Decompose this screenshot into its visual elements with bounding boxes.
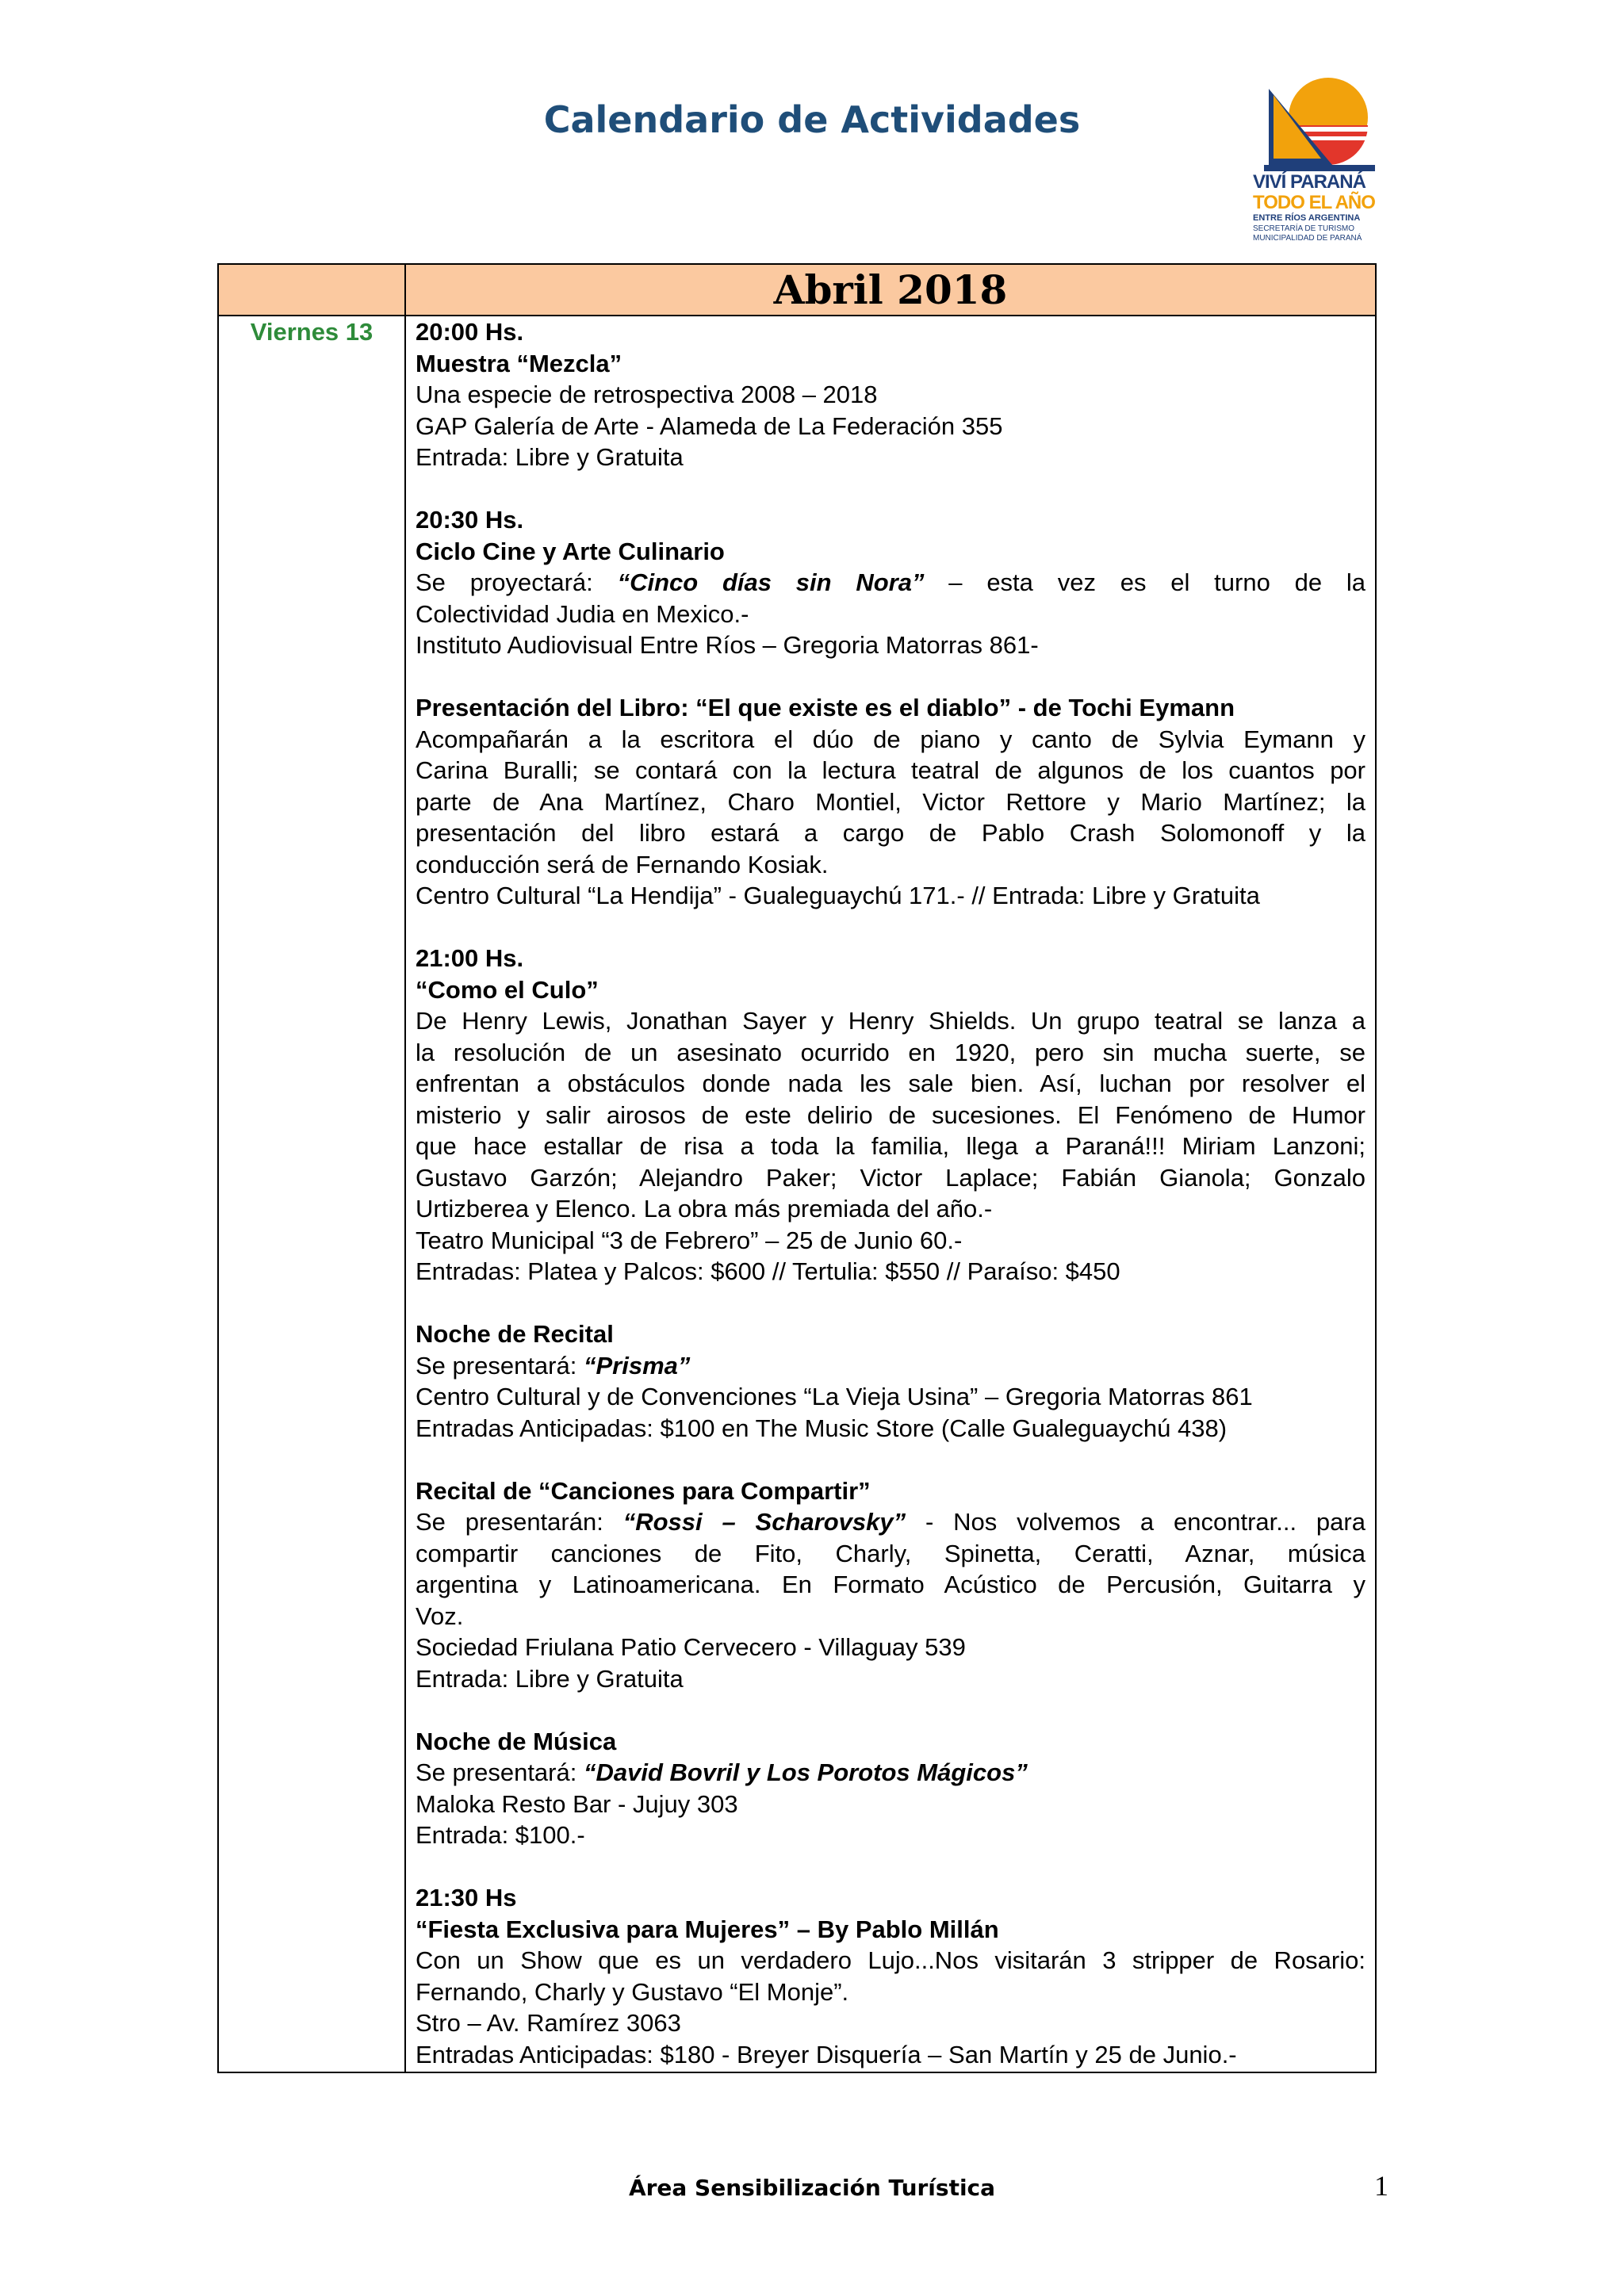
event-line — [416, 567, 1365, 599]
event-line: Colectividad Judia en Mexico.- — [416, 599, 749, 628]
event-line: Stro – Av. Ramírez 3063 — [416, 2009, 681, 2037]
event-line: Una especie de retrospectiva 2008 – 2018 — [416, 381, 878, 408]
event-line: Voz. — [416, 1601, 464, 1630]
event-line: misterio y salir airosos de este delirio de sucesiones. El Fenómeno de Humor — [416, 1100, 1365, 1129]
event-line: De Henry Lewis, Jonathan Sayer y Henry Shields. Un grupo teatral se lanza a — [416, 1007, 1365, 1035]
event-line: enfrentan a obstáculos donde nada les sale bien. Así, luchan por resolver el — [416, 1070, 1365, 1097]
event-time: 21:00 Hs. — [416, 944, 524, 972]
event-ciclo-cine — [416, 504, 1365, 661]
footer-area-label: Área Sensibilización Turística — [628, 2175, 996, 2201]
logo-text-line5: MUNICIPALIDAD DE PARANÁ — [1253, 234, 1362, 243]
event-title: Muestra “Mezcla” — [416, 349, 622, 377]
event-title: Recital de “Canciones para Compartir” — [416, 1476, 871, 1505]
events-cell — [405, 316, 1376, 2072]
event-line: presentación del libro estará a cargo de Pablo Crash Solomonoff y la — [416, 819, 1365, 847]
logo-text-line1: VIVÍ PARANÁ — [1253, 171, 1365, 193]
event-time: 21:30 Hs — [416, 1884, 517, 1911]
logo-sun-sail-icon — [1253, 71, 1380, 171]
event-title: “Como el Culo” — [416, 975, 599, 1004]
text-span: Se presentará: — [416, 1351, 577, 1380]
event-line: Urtizberea y Elenco. La obra más premiada del año.- — [416, 1195, 993, 1223]
event-line: conducción será de Fernando Kosiak. — [416, 850, 829, 878]
event-line: que hace estallar de risa a toda la familia, llega a Paraná!!! Miriam Lanzoni; — [416, 1132, 1365, 1160]
event-noche-de-musica — [416, 1726, 1365, 1851]
event-time: 20:30 Hs. — [416, 506, 524, 534]
event-line: Maloka Resto Bar - Jujuy 303 — [416, 1789, 738, 1818]
header-empty-cell — [218, 264, 405, 316]
event-line: Centro Cultural “La Hendija” - Gualeguaychú 171.- // Entrada: Libre y Gratuita — [416, 882, 1260, 909]
event-line: Con un Show que es un verdadero Lujo...Nos visitarán 3 stripper de Rosario: — [416, 1946, 1365, 1974]
event-fiesta-exclusiva — [416, 1882, 1365, 2070]
event-line: Entrada: Libre y Gratuita — [416, 443, 684, 471]
event-title: Presentación del Libro: “El que existe es el diablo” - de Tochi Eymann — [416, 694, 1235, 721]
logo-text-line2: TODO EL AÑO — [1253, 192, 1375, 213]
page-title: Calendario de Actividades — [543, 98, 1081, 141]
logo-text-line3: ENTRE RÍOS ARGENTINA — [1253, 213, 1361, 223]
vivi-parana-logo — [1253, 71, 1380, 247]
text-span: - Nos volvemos a encontrar... para — [925, 1508, 1365, 1536]
event-title: Noche de Música — [416, 1727, 617, 1755]
event-line: la resolución de un asesinato ocurrido en 1920, pero sin mucha suerte, se — [416, 1038, 1365, 1066]
event-time: 20:00 Hs. — [416, 318, 524, 346]
text-span: Se presentarán: — [416, 1508, 603, 1536]
event-line: Entradas: Platea y Palcos: $600 // Tertulia: $550 // Paraíso: $450 — [416, 1257, 1120, 1285]
film-title: “Cinco días sin Nora” — [617, 568, 925, 596]
text-span: Se presentará: — [416, 1758, 577, 1786]
event-noche-de-recital — [416, 1318, 1365, 1444]
event-muestra-mezcla — [416, 316, 1365, 473]
logo-text-line4: SECRETARÍA DE TURISMO — [1253, 224, 1354, 233]
event-line: Teatro Municipal “3 de Febrero” – 25 de Junio 60.- — [416, 1226, 963, 1254]
event-line — [416, 1350, 1365, 1382]
event-line: Fernando, Charly y Gustavo “El Monje”. — [416, 1977, 849, 2006]
event-line: Entrada: $100.- — [416, 1821, 585, 1849]
month-header-row — [218, 264, 1376, 316]
event-line: argentina y Latinoamericana. En Formato Acústico de Percusión, Guitarra y — [416, 1571, 1365, 1598]
text-span: – esta vez es el turno de la — [948, 568, 1365, 596]
event-como-el-culo — [416, 943, 1365, 1288]
text-span: Se proyectará: — [416, 568, 593, 596]
page-number: 1 — [1374, 2170, 1388, 2202]
event-line: Entradas Anticipadas: $180 - Breyer Disquería – San Martín y 25 de Junio.- — [416, 2040, 1237, 2068]
event-line: Instituto Audiovisual Entre Ríos – Gregoria Matorras 861- — [416, 631, 1039, 659]
day-row — [218, 316, 1376, 2072]
event-line: GAP Galería de Arte - Alameda de La Federación 355 — [416, 411, 1003, 440]
event-line: Sociedad Friulana Patio Cervecero - Villaguay 539 — [416, 1633, 966, 1661]
event-line — [416, 1506, 1365, 1538]
event-presentacion-libro — [416, 692, 1365, 912]
event-line: Acompañarán a la escritora el dúo de piano y canto de Sylvia Eymann y — [416, 725, 1365, 753]
event-line — [416, 1757, 1365, 1789]
day-label: Viernes 13 — [218, 316, 405, 2072]
event-line: parte de Ana Martínez, Charo Montiel, Victor Rettore y Mario Martínez; la — [416, 787, 1365, 816]
band-name: “David Bovril y Los Porotos Mágicos” — [583, 1758, 1028, 1786]
event-line: Gustavo Garzón; Alejandro Paker; Victor Laplace; Fabián Gianola; Gonzalo — [416, 1163, 1365, 1192]
event-title: Ciclo Cine y Arte Culinario — [416, 537, 725, 565]
event-line: compartir canciones de Fito, Charly, Spinetta, Ceratti, Aznar, música — [416, 1539, 1365, 1567]
band-name: “Prisma” — [583, 1351, 691, 1380]
event-line: Entradas Anticipadas: $100 en The Music Store (Calle Gualeguaychú 438) — [416, 1414, 1228, 1442]
event-line: Centro Cultural y de Convenciones “La Vieja Usina” – Gregoria Matorras 861 — [416, 1383, 1253, 1410]
event-title: “Fiesta Exclusiva para Mujeres” – By Pablo Millán — [416, 1915, 999, 1943]
band-name: “Rossi – Scharovsky” — [622, 1508, 906, 1536]
month-heading: Abril 2018 — [405, 264, 1376, 316]
event-line: Entrada: Libre y Gratuita — [416, 1664, 684, 1693]
event-canciones-para-compartir — [416, 1475, 1365, 1695]
event-title: Noche de Recital — [416, 1320, 614, 1348]
event-line: Carina Buralli; se contará con la lectura teatral de algunos de los cuantos por — [416, 756, 1365, 784]
calendar-table — [217, 263, 1377, 2073]
